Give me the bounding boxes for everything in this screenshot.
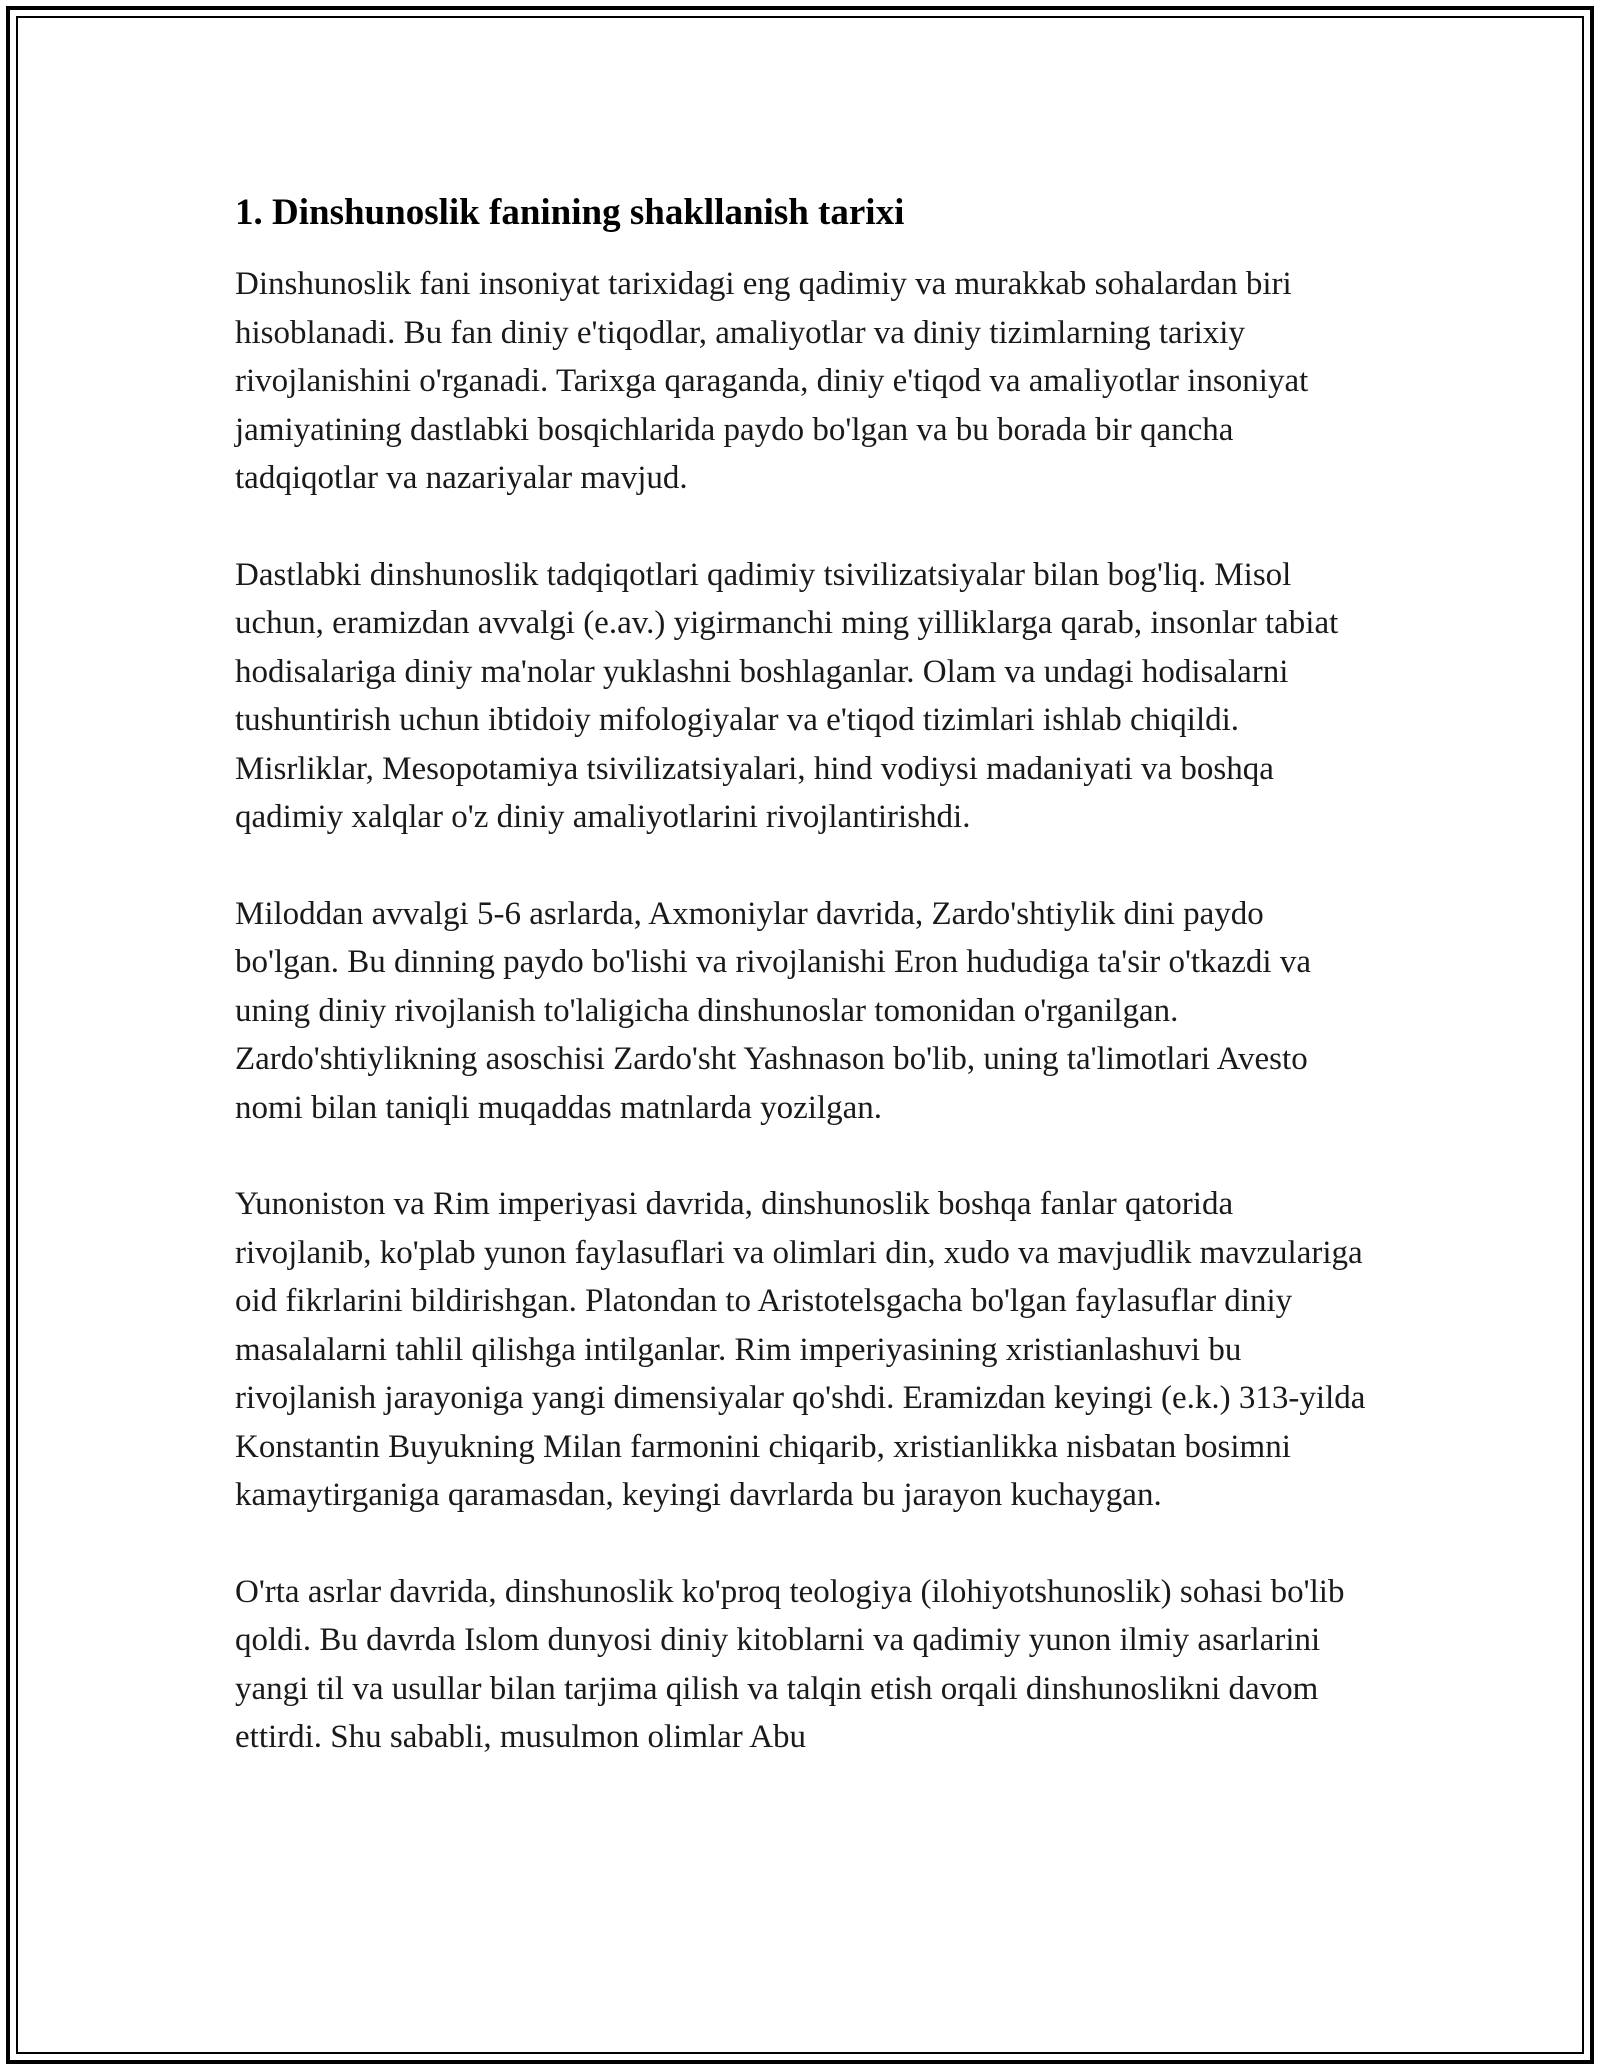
document-body — [235, 188, 1375, 1810]
paragraph-5: O'rta asrlar davrida, dinshunoslik ko'proq teologiya (ilohiyotshunoslik) sohasi bo'lib qoldi. Bu davrda Islom dunyosi diniy kitoblarni va qadimiy yunon ilmiy asarlarini yangi til va usullar bilan tarjima qilish va talqin etish orqali dinshunoslikni davom ettirdi. Shu sababli, musulmon olimlar Abu — [235, 1573, 1345, 1755]
paragraph-4: Yunoniston va Rim imperiyasi davrida, dinshunoslik boshqa fanlar qatorida rivojlanib, ko'plab yunon faylasuflari va olimlari din, xudo va mavjudlik mavzulariga oid fikrlarini bildirishgan. Platondan to Aristotelsgacha bo'lgan faylasuflar diniy masalalarni tahlil qilishga intilganlar. Rim imperiyasining xristianlashuvi bu rivojlanish jarayoniga yangi dimensiyalar qo'shdi. Eramizdan keyingi (e.k.) 313-yilda Konstantin Buyukning Milan farmonini chiqarib, xristianlikka nisbatan bosimni kamaytirganiga qaramasdan, keyingi davrlarda bu jarayon kuchaygan. — [235, 1186, 1366, 1513]
paragraph-1: Dinshunoslik fani insoniyat tarixidagi eng qadimiy va murakkab sohalardan biri hisoblanadi. Bu fan diniy e'tiqodlar, amaliyotlar va diniy tizimlarning tarixiy rivojlanishini o'rganadi. Tarixga qaraganda, diniy e'tiqod va amaliyotlar insoniyat jamiyatining dastlabki bosqichlarida paydo bo'lgan va bu borada bir qancha tadqiqotlar va nazariyalar mavjud. — [235, 266, 1309, 496]
section-heading: 1. Dinshunoslik fanining shakllanish tarixi — [235, 192, 905, 233]
paragraph-2: Dastlabki dinshunoslik tadqiqotlari qadimiy tsivilizatsiyalar bilan bog'liq. Misol uchun, eramizdan avvalgi (e.av.) yigirmanchi ming yilliklarga qarab, insonlar tabiat hodisalariga diniy ma'nolar yuklashni boshlaganlar. Olam va undagi hodisalarni tushuntirish uchun ibtidoiy mifologiyalar va e'tiqod tizimlari ishlab chiqildi. Misrliklar, Mesopotamiya tsivilizatsiyalari, hind vodiysi madaniyati va boshqa qadimiy xalqlar o'z diniy amaliyotlarini rivojlantirishdi. — [235, 556, 1339, 835]
paragraph-3: Miloddan avvalgi 5-6 asrlarda, Axmoniylar davrida, Zardo'shtiylik dini paydo bo'lgan. Bu dinning paydo bo'lishi va rivojlanishi Eron hududiga ta'sir o'tkazdi va uning diniy rivojlanish to'laligicha dinshunoslar tomonidan o'rganilgan. Zardo'shtiylikning asoschisi Zardo'sht Yashnason bo'lib, uning ta'limotlari Avesto nomi bilan taniqli muqaddas matnlarda yozilgan. — [235, 895, 1311, 1126]
